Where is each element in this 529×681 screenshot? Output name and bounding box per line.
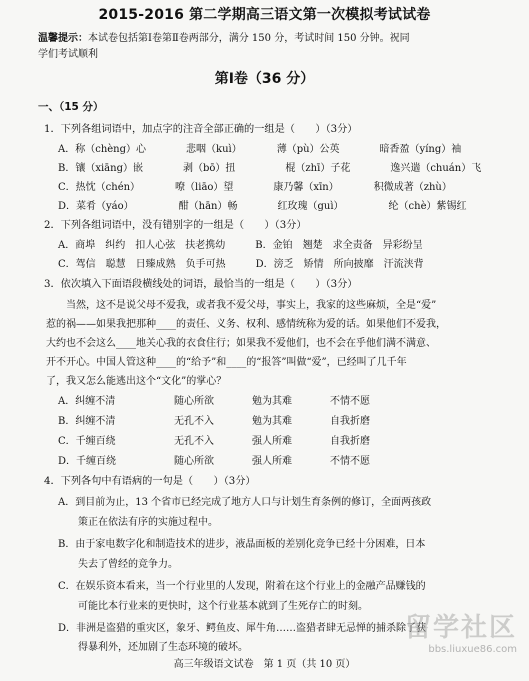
page-footer: 高三年级语文试卷 第 1 页（共 10 页） [173, 659, 356, 670]
q2-options-ab: A．商埠 纠约 扣人心弦 扶老携幼 B．金铂 翘楚 求全责备 异彩纷呈 [58, 240, 423, 251]
q3-a-2: 随心所欲 [174, 396, 214, 407]
q3-c-2: 无孔不入 [174, 436, 214, 447]
q3-b-4: 自我折磨 [330, 416, 370, 427]
q1-option-b: B．镶（xiāng）嵌 剥（bō）扭 棍（zhī）子花 逸兴遄（chuán）飞 [58, 163, 482, 174]
q3-passage-line: 惹的祸——如果我把那种____的责任、义务、权利、感情统称为爱的话。如果他们不爱我， [46, 319, 446, 330]
q4-option-d-cont: 得暴利外，还加剧了生态环境的破坏。 [58, 642, 248, 653]
q3-a-3: 勉为其难 [252, 396, 292, 407]
q4-option-d: D．非洲是盗猎的重灾区，象牙、鳄鱼皮、犀牛角……盗猎者肆无忌惮的捕杀除了获 [58, 623, 427, 634]
q3-d-3: 强人所难 [252, 456, 292, 467]
q4-option-b-cont: 失去了曾经的竞争力。 [58, 559, 178, 570]
q4-option-c-cont: 可能比本行业来的更快时，这个行业基本就到了生死存亡的时刻。 [58, 601, 368, 612]
q3-passage-line: 大约也不会这么____地关心我的衣食住行；如果我不爱他们，也不会在乎他们满不满意、 [46, 338, 436, 349]
q1-option-d: D．菜肴（yáo） 酣（hān）畅 红玫瑰（guì） 纶（chè）紫锡红 [58, 201, 467, 212]
q1-option-a: A．称（chèng）心 悲咽（kuì） 薄（pù）公英 暗香盈（yíng）袖 [58, 144, 462, 155]
q3-passage-line: 当然，这不是说父母不爱我，或者我不爱父母，事实上，我家的这些麻烦，全是“爱” [46, 300, 437, 311]
notice-line-1 [38, 34, 410, 44]
q2-stem: 2．下列各组词语中，没有错别字的一组是（ ）（3分） [44, 220, 307, 231]
exam-title: 2015-2016 第二学期高三语文第一次模拟考试试卷 [98, 7, 431, 23]
section-heading: 一、（15 分） [38, 101, 104, 113]
q3-option-b [58, 417, 370, 427]
site-watermark [353, 615, 523, 655]
q4-option-b: B．由于家电数字化和制造技术的进步，液晶面板的差别化竞争已经十分困难，日本 [58, 539, 426, 550]
watermark-url: bbs.liuxue86.com [428, 644, 517, 655]
notice-text: 本试卷包括第Ⅰ卷第Ⅱ卷两部分，满分 150 分，考试时间 150 分钟。祝同 [88, 33, 410, 44]
q3-d-2: 随心所欲 [174, 456, 214, 467]
q3-d-1: D．千缠百绕 [58, 456, 117, 467]
q1-option-c: C．热忱（chén） 嘹（liāo）望 康乃馨（xīn） 积微成著（zhù） [58, 182, 452, 193]
q3-b-3: 勉为其难 [252, 416, 292, 427]
q3-a-1: A．纠缠不清 [58, 396, 116, 407]
notice-line-2: 学们考试顺利 [38, 49, 98, 60]
q3-stem: 3．依次填入下面语段横线处的词语，最恰当的一组是（ ）（3分） [44, 279, 358, 290]
watermark-logo-text: 留学社区 [404, 613, 517, 643]
q4-option-a: A．到目前为止，13 个省市已经完成了地方人口与计划生育条例的修订，全面两孩政 [58, 497, 432, 508]
q3-b-1: B．纠缠不清 [58, 416, 116, 427]
q3-c-1: C．千缠百绕 [58, 436, 116, 447]
q3-option-a [58, 397, 370, 407]
q3-d-4: 不情不愿 [330, 456, 370, 467]
q1-stem: 1．下列各组词语中，加点字的注音全部正确的一组是（ ）（3分） [44, 124, 358, 135]
q3-b-2: 无孔不入 [174, 416, 214, 427]
q3-option-d [58, 457, 370, 467]
q3-option-c [58, 437, 370, 447]
q3-c-3: 强人所难 [252, 436, 292, 447]
notice-label: 温馨提示： [38, 33, 88, 44]
volume-title: 第Ⅰ卷（36 分） [214, 71, 315, 87]
q4-option-c: C．在娱乐资本看来，当一个行业里的人发现，附着在这个行业上的金融产品赚钱的 [58, 581, 426, 592]
q2-options-cd: C．驾信 聪慧 日臻成熟 负手可热 D．滂乏 矫情 所向披靡 汗流浃背 [58, 259, 424, 270]
q3-passage-line: 开不开心。中国人管这种____的“给予”和____的“报答”叫做“爱”，已经叫了几千年 [46, 357, 407, 368]
q3-passage-line: 了，我又怎么能逃出这个“文化”的掌心？ [46, 376, 227, 387]
q4-option-a-cont: 策正在依法有序的实施过程中。 [58, 517, 218, 528]
q3-c-4: 自我折磨 [330, 436, 370, 447]
q4-stem: 4．下列各句中有语病的一句是（ ）（3分） [44, 476, 256, 487]
q3-a-4: 不情不愿 [330, 396, 370, 407]
